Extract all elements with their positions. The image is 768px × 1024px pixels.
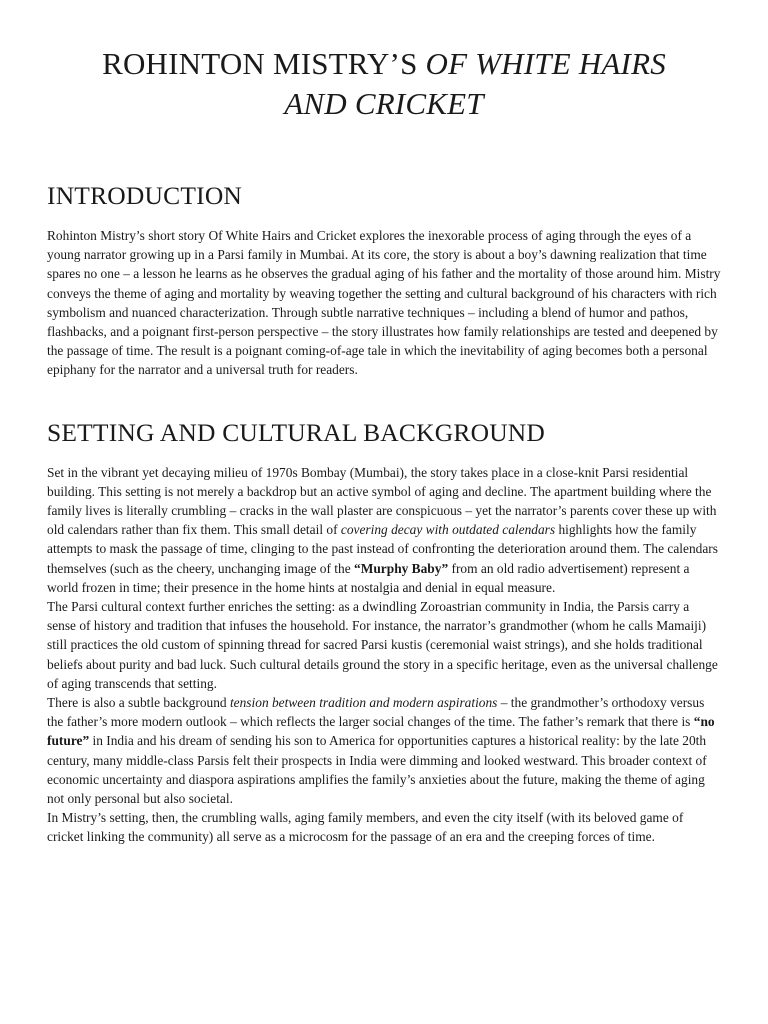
- document-page: [47, 44, 721, 847]
- document-title: [47, 44, 721, 124]
- setting-p3-text-b: – the grandmother’s orthodoxy versus the father’s more modern outlook – which reflects the larger social changes of the time. The father’s remark that there is: [47, 695, 705, 730]
- setting-body: [47, 463, 721, 847]
- setting-heading: SETTING AND CULTURAL BACKGROUND: [47, 417, 546, 447]
- setting-p3-text-a: There is also a subtle background: [47, 695, 230, 711]
- setting-p1-emphasis: covering decay with outdated calendars: [340, 522, 556, 538]
- setting-p1-text-b: highlights how the family attempts to mask the passage of time, clinging to the past instead of confronting the deterioration around them. The calendars themselves (such as the cheery, unchanging image of the: [47, 522, 718, 576]
- setting-paragraph-4: In Mistry’s setting, then, the crumbling walls, aging family members, and even the city itself (with its beloved game of cricket linking the community) all serve as a microcosm for the passage of an era and the creeping forces of time.: [47, 810, 684, 845]
- introduction-paragraph: Rohinton Mistry’s short story Of White Hairs and Cricket explores the inexorable process of aging through the eyes of a young narrator growing up in a Parsi family in Mumbai. At its core, the story is about a boy’s dawning realization that time spares no one – a lesson he learns as he observes the gradual aging of his father and the mortality of those around him. Mistry conveys the theme of aging and mortality by weaving together the setting and cultural background of his characters with rich symbolism and nuanced characterization. Through subtle narrative techniques – including a blend of humor and pathos, flashbacks, and a poignant first-person perspective – the story illustrates how family relationships are tested and deepened by the passage of time. The result is a poignant coming-of-age tale in which the inevitability of aging becomes both a personal epiphany for the narrator and a universal truth for readers.: [47, 228, 721, 378]
- setting-p1-strong: “Murphy Baby”: [354, 560, 449, 576]
- title-author: ROHINTON MISTRY’S: [102, 46, 426, 81]
- setting-paragraph-2: The Parsi cultural context further enriches the setting: as a dwindling Zoroastrian community in India, the Parsis carry a sense of history and tradition that infuses the household. For instance, the narrator’s grandmother (whom he calls Mamaiji) still practices the old custom of spinning thread for sacred Parsi kustis (ceremonial waist strings), and she holds traditional beliefs about purity and bad luck. Such cultural details ground the story in a specific heritage, even as the universal challenge of aging transcends that setting.: [47, 599, 718, 691]
- setting-p3-strong: “no future”: [47, 714, 715, 749]
- setting-paragraph-3: [47, 693, 721, 808]
- setting-p3-text-c: in India and his dream of sending his son to America for opportunities captures a historical reality: by the late 20th century, many middle-class Parsis felt their prospects in India were dimming and looked westward. This broader context of economic uncertainty and diaspora aspirations amplifies the family’s anxieties about the future, making the theme of aging not only personal but also societal.: [47, 733, 707, 807]
- introduction-heading: INTRODUCTION: [47, 181, 243, 210]
- setting-p1-text-a: Set in the vibrant yet decaying milieu of 1970s Bombay (Mumbai), the story takes place in a close-knit Parsi residential building. This setting is not merely a backdrop but an active symbol of aging and decline. The apartment building where the family lives is literally crumbling – cracks in the wall plaster are conspicuous – yet the narrator’s parents cover these up with old calendars rather than fix them. This small detail of: [47, 464, 717, 538]
- setting-paragraph-1: [47, 463, 721, 597]
- setting-p1-text-c: from an old radio advertisement) represent a world frozen in time; their presence in the home hints at nostalgia and denial in equal measure.: [47, 560, 690, 595]
- title-work-line-2: AND CRICKET: [284, 86, 484, 121]
- title-work-line-1: OF WHITE HAIRS: [425, 46, 666, 81]
- setting-p3-emphasis: tension between tradition and modern aspirations: [229, 695, 498, 711]
